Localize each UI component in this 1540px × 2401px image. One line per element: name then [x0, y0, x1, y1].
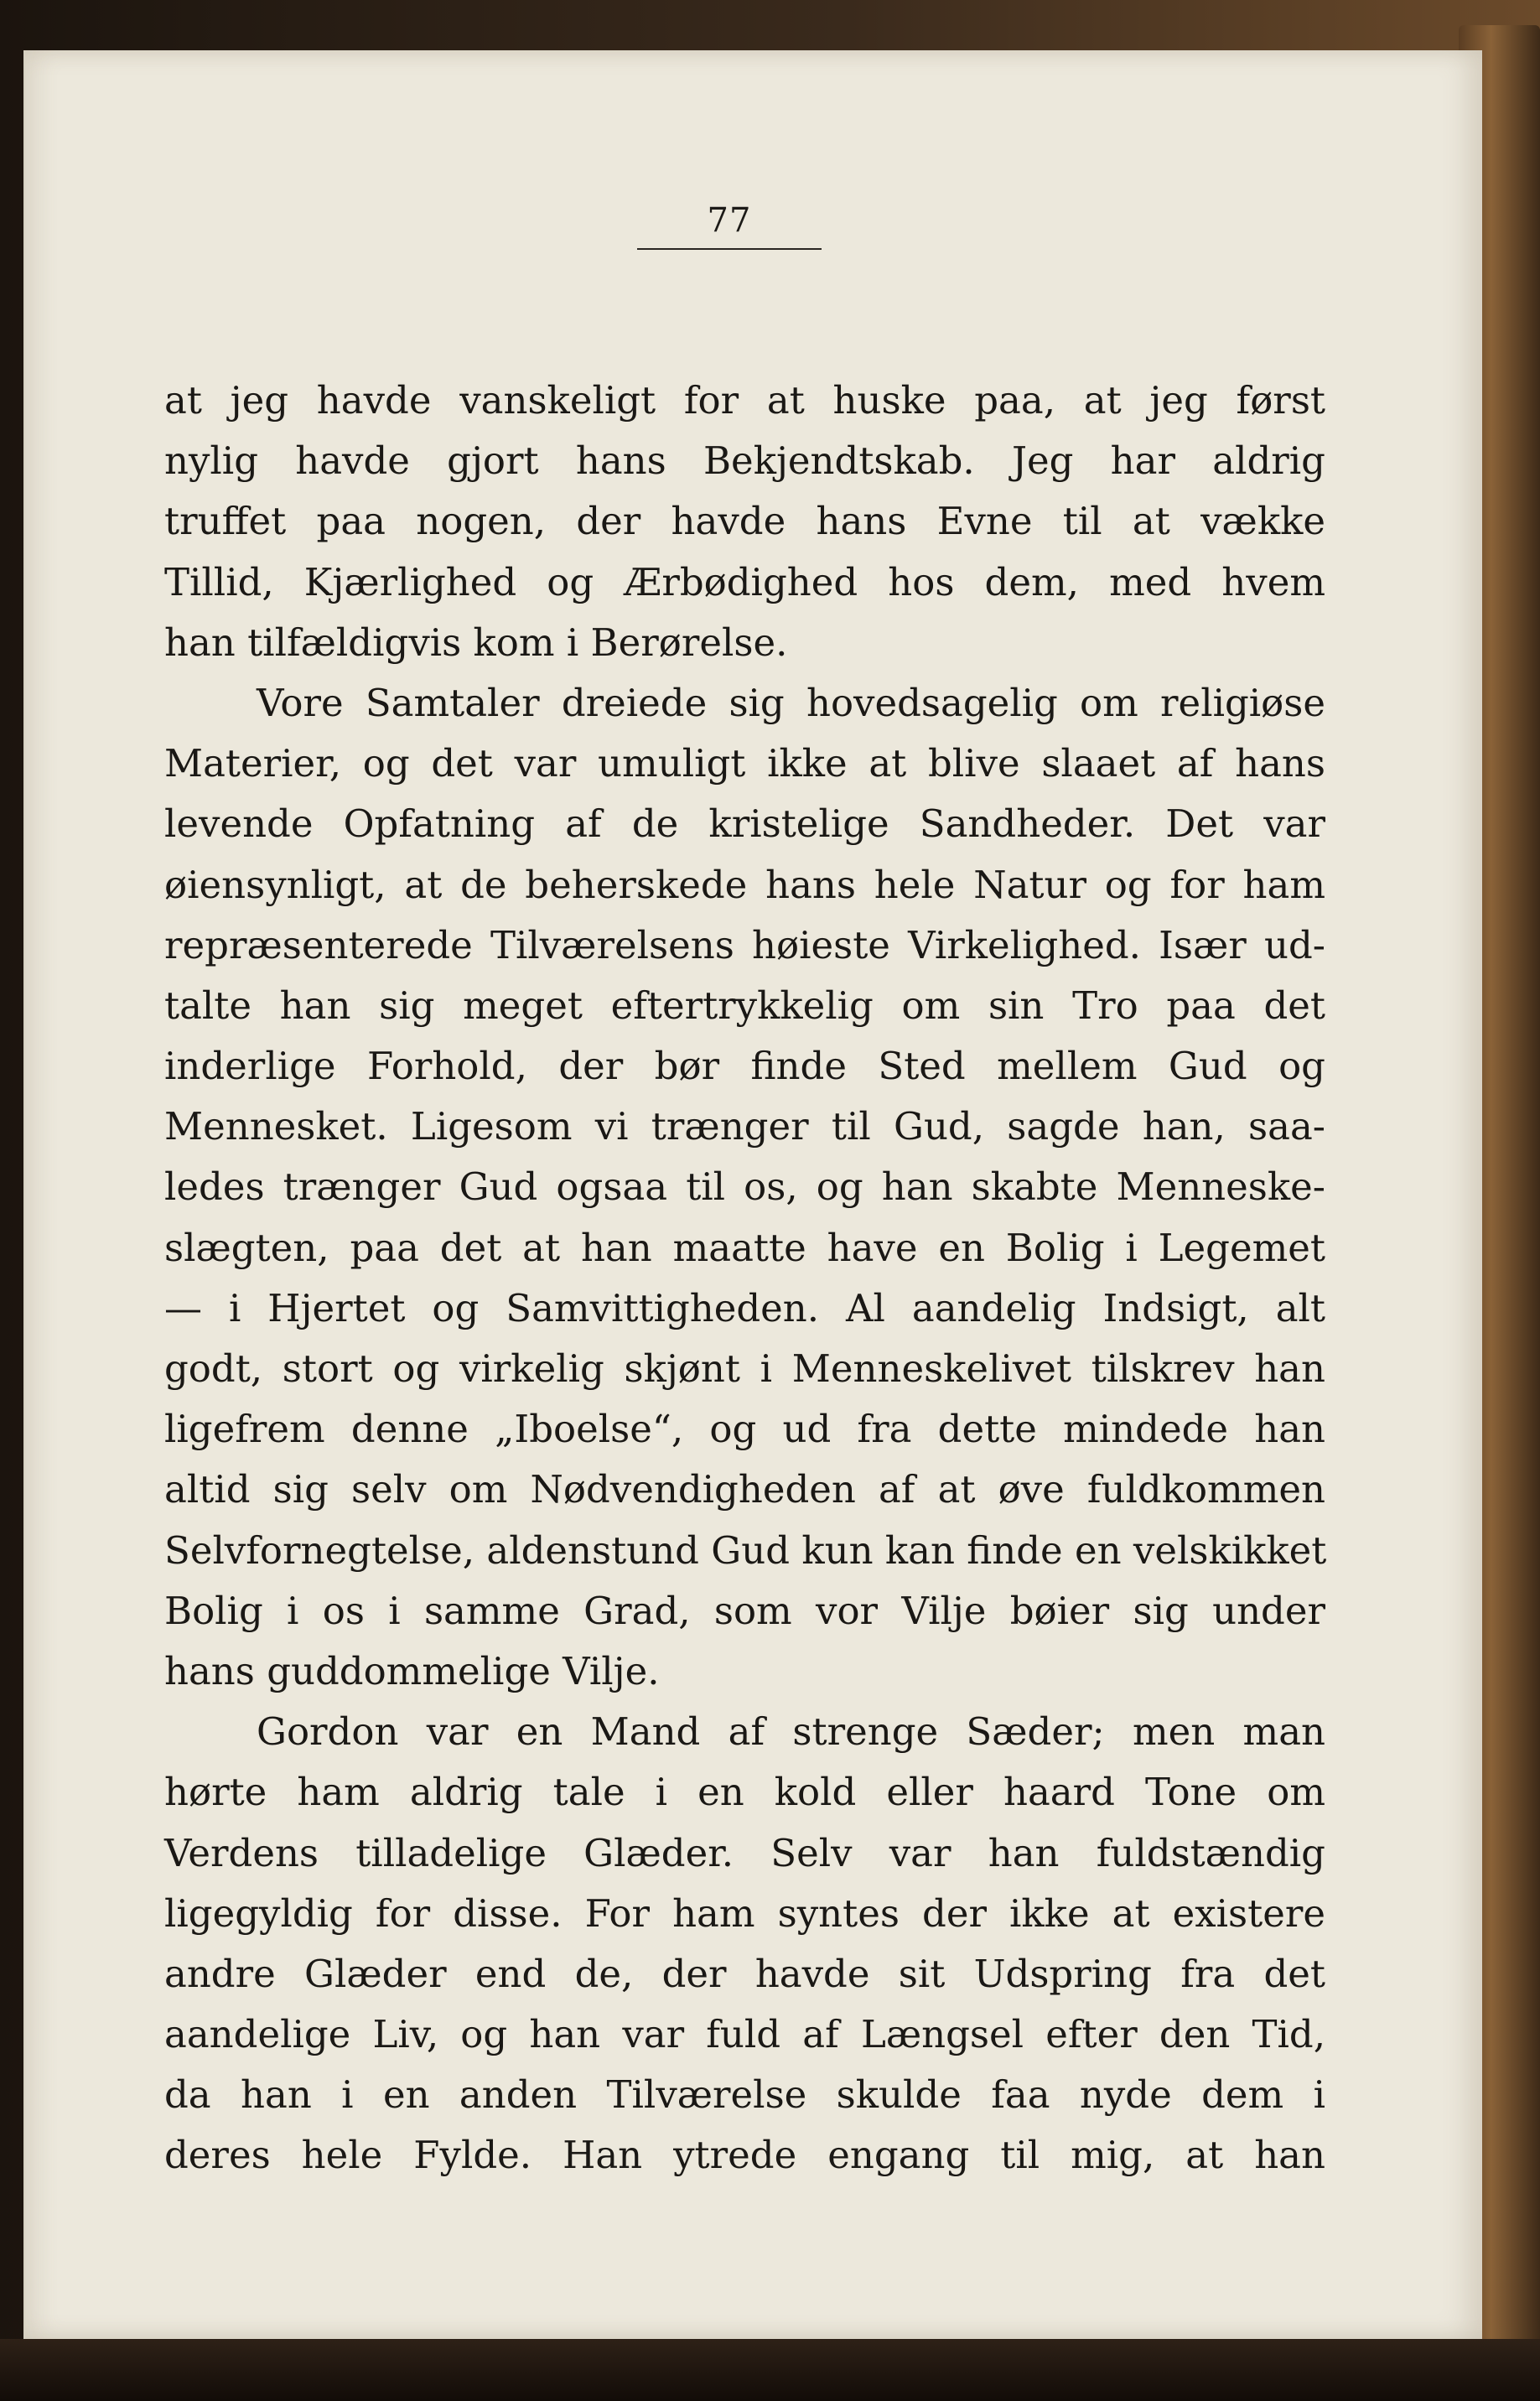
book-page	[23, 50, 1482, 2339]
text-line: talte han sig meget eftertrykkelig om sin Tro paa det	[164, 983, 1325, 1028]
text-line: hørte ham aldrig tale i en kold eller haard Tone om	[164, 1770, 1325, 1815]
text-line: nylig havde gjort hans Bekjendtskab. Jeg har aldrig	[164, 438, 1325, 484]
text-line: ligefrem denne „Iboelse“, og ud fra dette mindede han	[164, 1407, 1325, 1452]
text-line: inderlige Forhold, der bør finde Sted mellem Gud og	[164, 1044, 1325, 1089]
book-edge-bottom	[0, 2339, 1540, 2401]
text-line: ledes trænger Gud ogsaa til os, og han skabte Menneske-	[164, 1164, 1325, 1210]
text-line: Verdens tilladelige Glæder. Selv var han fuldstændig	[164, 1830, 1325, 1875]
text-line: hans guddommelige Vilje.	[164, 1648, 660, 1693]
page-number-rule	[637, 248, 822, 250]
text-line: godt, stort og virkelig skjønt i Menneskelivet tilskrev han	[164, 1346, 1325, 1391]
text-line: ligegyldig for disse. For ham syntes der ikke at existere	[164, 1890, 1325, 1936]
text-line: Selvfornegtelse, aldenstund Gud kun kan finde en velskikket	[164, 1527, 1327, 1573]
text-line: deres hele Fylde. Han ytrede engang til mig, at han	[164, 2133, 1325, 2178]
text-line: Vore Samtaler dreiede sig hovedsagelig om religiøse	[257, 680, 1325, 725]
text-line: han tilfældigvis kom i Berørelse.	[164, 620, 788, 665]
text-line: at jeg havde vanskeligt for at huske paa, at jeg først	[164, 378, 1325, 423]
text-line: Bolig i os i samme Grad, som vor Vilje bøier sig under	[164, 1588, 1325, 1633]
text-line: Mennesket. Ligesom vi trænger til Gud, sagde han, saa-	[164, 1104, 1325, 1149]
text-line: andre Glæder end de, der havde sit Udspring fra det	[164, 1951, 1325, 1996]
text-line: Gordon var en Mand af strenge Sæder; men man	[257, 1709, 1325, 1755]
text-line: da han i en anden Tilværelse skulde faa nyde dem i	[164, 2072, 1325, 2118]
body-text	[164, 371, 1325, 2186]
text-line: levende Opfatning af de kristelige Sandheder. Det var	[164, 801, 1325, 847]
text-line: truffet paa nogen, der havde hans Evne til at vække	[164, 499, 1325, 544]
text-line: Materier, og det var umuligt ikke at blive slaaet af hans	[164, 741, 1325, 786]
text-line: aandelige Liv, og han var fuld af Længsel efter den Tid,	[164, 2012, 1325, 2057]
text-line: Tillid, Kjærlighed og Ærbødighed hos dem, med hvem	[164, 559, 1325, 604]
text-line: øiensynligt, at de beherskede hans hele Natur og for ham	[164, 862, 1325, 907]
text-line: slægten, paa det at han maatte have en Bolig i Legemet	[164, 1225, 1325, 1270]
text-line: — i Hjertet og Samvittigheden. Al aandelig Indsigt, alt	[164, 1285, 1325, 1330]
text-line: altid sig selv om Nødvendigheden af at øve fuldkommen	[164, 1467, 1325, 1512]
page-number: 77	[707, 201, 752, 240]
text-line: repræsenterede Tilværelsens høieste Virkelighed. Især ud-	[164, 922, 1325, 967]
